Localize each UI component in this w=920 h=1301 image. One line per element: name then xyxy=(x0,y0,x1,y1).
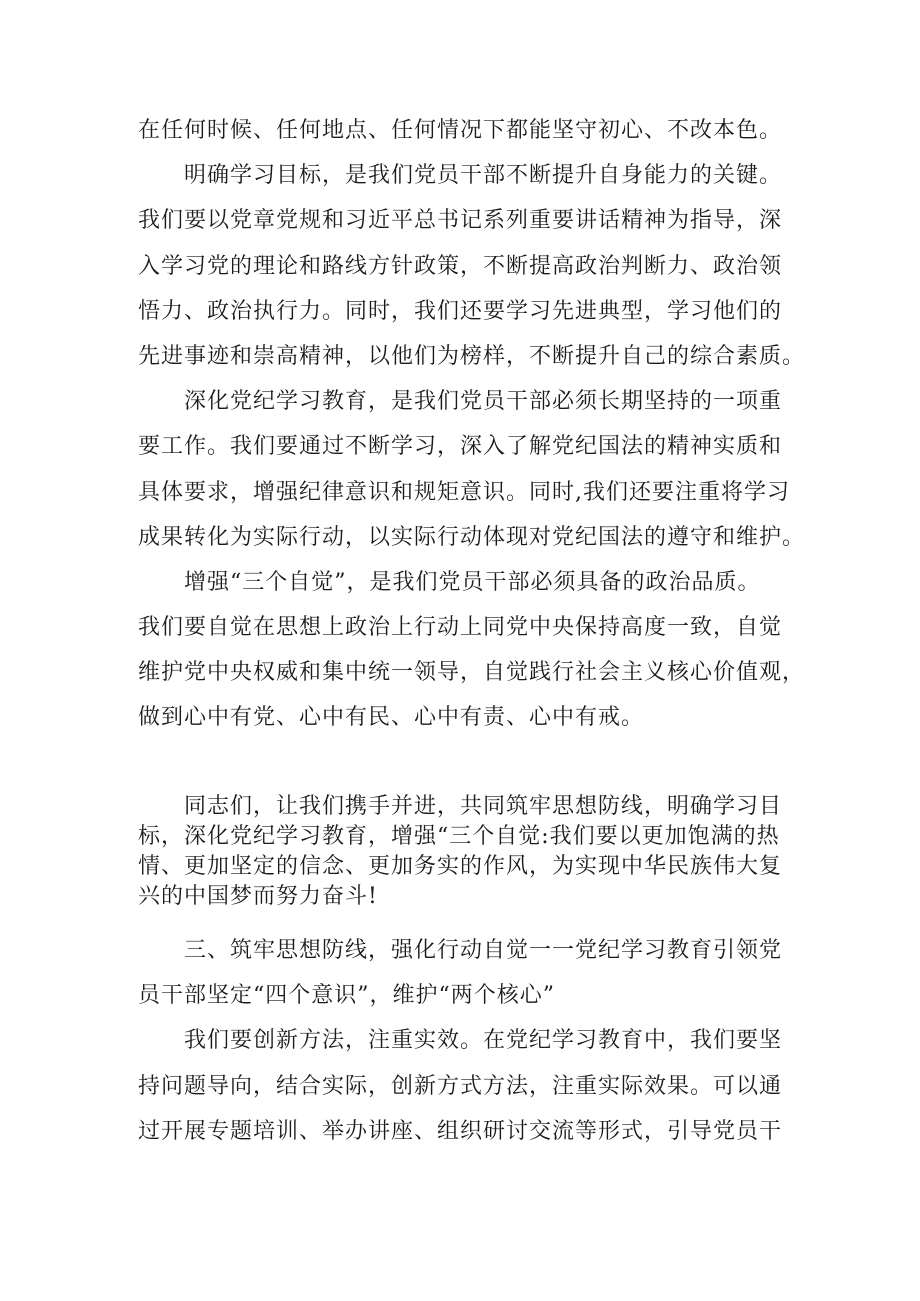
text-line: 悟力、政治执行力。同时，我们还要学习先进典型，学习他们的 xyxy=(138,298,783,324)
text-line: 标，深化党纪学习教育，增强“三个自觉:我们要以更加饱满的热 xyxy=(138,824,780,849)
text-line: 兴的中国梦而努力奋斗! xyxy=(138,884,378,909)
text-line: 增强“三个自觉”，是我们党员干部必须具备的政治品质。 xyxy=(138,569,761,595)
text-line: 具体要求，增强纪律意识和规矩意识。同时,我们还要注重将学习 xyxy=(138,479,790,505)
text-line: 要工作。我们要通过不断学习，深入了解党纪国法的精神实质和 xyxy=(138,434,783,460)
text-line: 明确学习目标，是我们党员干部不断提升自身能力的关键。 xyxy=(138,163,783,189)
text-line: 我们要自觉在思想上政治上行动上同党中央保持高度一致，自觉 xyxy=(138,615,783,641)
text-line: 同志们，让我们携手并进，共同筑牢思想防线，明确学习目 xyxy=(138,794,783,819)
text-line: 成果转化为实际行动，以实际行动体现对党纪国法的遵守和维护。 xyxy=(138,524,806,550)
text-line: 维护党中央权威和集中统一领导，自觉践行社会主义核心价值观， xyxy=(138,660,806,686)
text-line: 持问题导向，结合实际，创新方式方法，注重实际效果。可以通 xyxy=(138,1073,783,1099)
body-text-section-3 xyxy=(138,928,798,1154)
text-line: 我们要创新方法，注重实效。在党纪学习教育中，我们要坚 xyxy=(138,1028,783,1054)
text-line: 深化党纪学习教育，是我们党员干部必须长期坚持的一项重 xyxy=(138,389,783,415)
body-text-section-1 xyxy=(138,108,806,741)
text-line: 情、更加坚定的信念、更加务实的作风，为实现中华民族伟大复 xyxy=(138,854,783,879)
text-line: 在任何时候、任何地点、任何情况下都能坚守初心、不改本色。 xyxy=(138,118,783,143)
text-line: 做到心中有党、心中有民、心中有责、心中有戒。 xyxy=(138,705,645,731)
text-line: 过开展专题培训、举办讲座、组织研讨交流等形式，引导党员干 xyxy=(138,1118,783,1144)
text-line: 入学习党的理论和路线方针政策，不断提高政治判断力、政治领 xyxy=(138,253,783,279)
body-text-section-2 xyxy=(138,792,798,912)
section-heading-line: 员干部坚定“四个意识”，维护“两个核心” xyxy=(138,983,555,1009)
text-line: 先进事迹和崇高精神，以他们为榜样，不断提升自己的综合素质。 xyxy=(138,343,806,369)
text-line: 我们要以党章党规和习近平总书记系列重要讲话精神为指导，深 xyxy=(138,208,783,234)
section-heading-line: 三、筑牢思想防线，强化行动自觉一一党纪学习教育引领党 xyxy=(138,938,783,963)
